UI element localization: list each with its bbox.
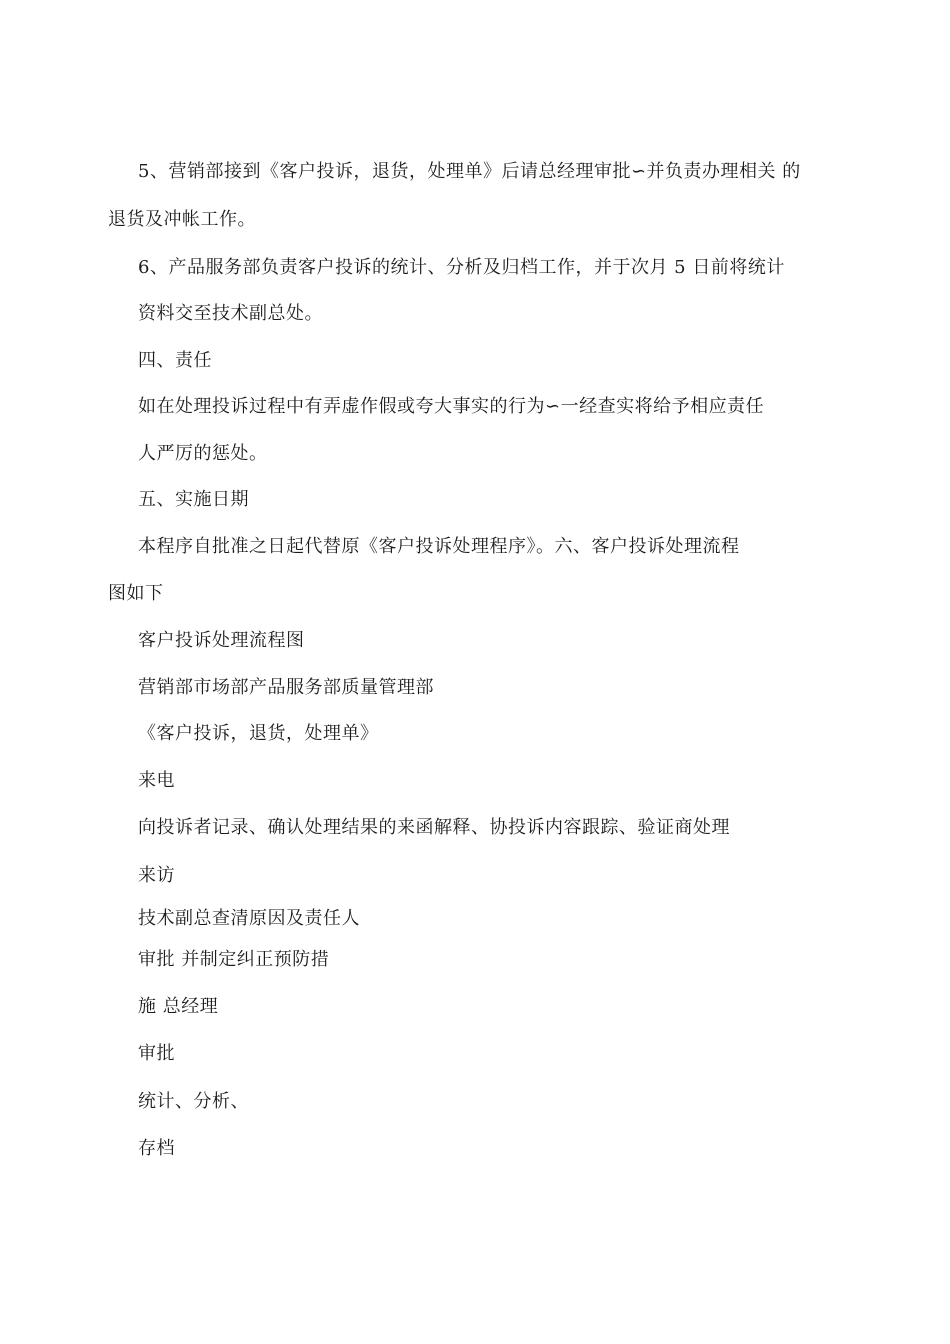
- flowchart-departments: 营销部市场部产品服务部质量管理部: [138, 677, 434, 698]
- paragraph-5-line-1: 5、营销部接到《客户投诉，退货，处理单》后请总经理审批∽并负责办理相关 的: [138, 161, 801, 182]
- flowchart-approval-1: 审批 并制定纠正预防措: [138, 949, 330, 970]
- flowchart-title: 客户投诉处理流程图: [138, 630, 305, 651]
- implementation-line-1: 本程序自批准之日起代替原《客户投诉处理程序》。六、客户投诉处理流程: [138, 536, 740, 557]
- section-heading-responsibility: 四、责任: [138, 350, 212, 371]
- flowchart-call: 来电: [138, 770, 175, 791]
- implementation-line-2: 图如下: [108, 583, 164, 604]
- flowchart-statistics: 统计、分析、: [138, 1091, 249, 1112]
- flowchart-archive: 存档: [138, 1138, 175, 1159]
- flowchart-approval-2: 审批: [138, 1043, 175, 1064]
- section-heading-implementation-date: 五、实施日期: [138, 489, 249, 510]
- flowchart-visit: 来访: [138, 865, 175, 886]
- responsibility-line-1: 如在处理投诉过程中有弄虚作假或夸大事实的行为∽一经查实将给予相应责任: [138, 396, 765, 417]
- flowchart-general-manager: 施 总经理: [138, 996, 219, 1017]
- paragraph-6-line-2: 资料交至技术副总处。: [138, 303, 323, 324]
- paragraph-6-line-1: 6、产品服务部负责客户投诉的统计、分析及归档工作，并于次月 5 日前将统计: [138, 257, 785, 278]
- flowchart-form: 《客户投诉，退货，处理单》: [138, 723, 379, 744]
- flowchart-tech-vp: 技术副总查清原因及责任人: [138, 908, 360, 929]
- responsibility-line-2: 人严厉的惩处。: [138, 443, 268, 464]
- paragraph-5-line-2: 退货及冲帐工作。: [108, 209, 256, 230]
- flowchart-record: 向投诉者记录、确认处理结果的来函解释、协投诉内容跟踪、验证商处理: [138, 817, 730, 838]
